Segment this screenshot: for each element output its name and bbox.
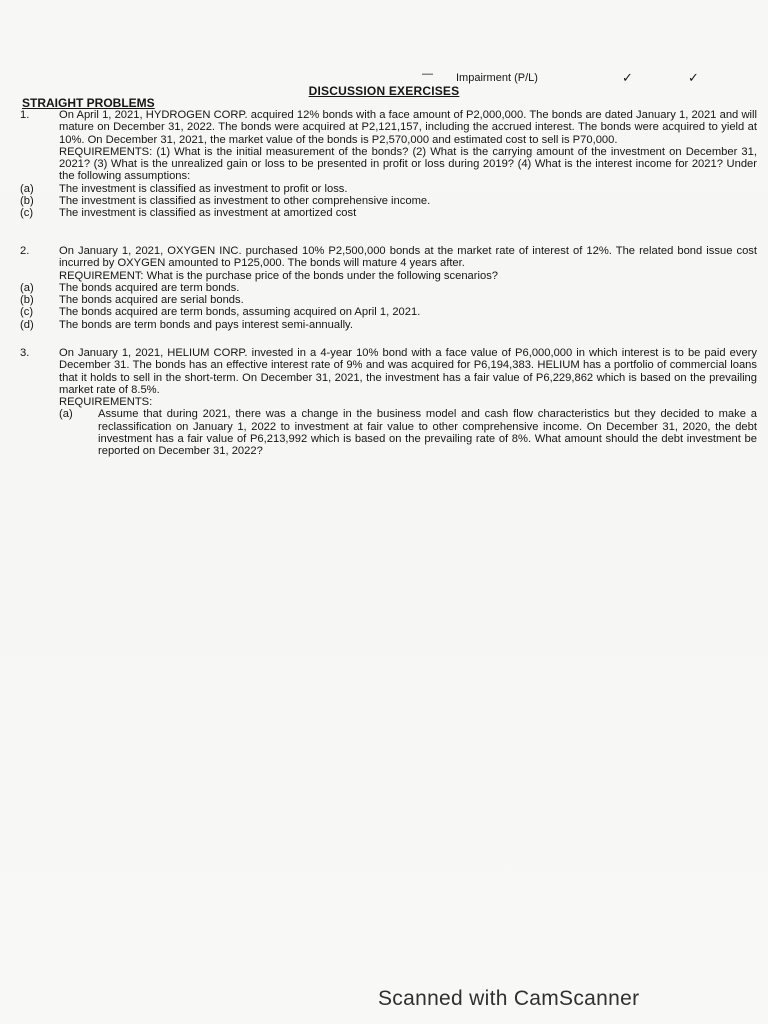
option-letter: (a) bbox=[20, 281, 34, 294]
option-item bbox=[59, 408, 757, 457]
problem-number: 2. bbox=[20, 245, 30, 257]
option-text: The investment is classified as investment to profit or loss. bbox=[59, 182, 348, 195]
option-text: The investment is classified as investment to other comprehensive income. bbox=[59, 195, 431, 208]
option-item bbox=[20, 207, 757, 220]
checkmark-icon: ✓ bbox=[688, 70, 699, 85]
option-item bbox=[20, 318, 757, 331]
problem-1 bbox=[20, 109, 757, 220]
page-title: DISCUSSION EXERCISES bbox=[308, 84, 460, 98]
option-item bbox=[20, 182, 757, 195]
problem-text: On January 1, 2021, HELIUM CORP. invested in a 4-year 10% bond with a face value of P6,000,000 in which interest is to be paid every December 31. The bonds has an effective interest rate of 9% and was acquired for P6,194,383. HELIUM has a portfolio of commercial loans that it holds to sell in the short-term. On December 31, 2021, the investment has a fair value of P6,229,862 which is based on the prevailing market rate of 8.5%. bbox=[59, 347, 757, 396]
option-text: The bonds are term bonds and pays interest semi-annually. bbox=[59, 318, 353, 331]
option-text: The bonds acquired are term bonds. bbox=[59, 281, 240, 294]
section-title: STRAIGHT PROBLEMS bbox=[22, 96, 155, 110]
option-letter: (c) bbox=[20, 207, 34, 220]
option-text: The bonds acquired are serial bonds. bbox=[59, 294, 244, 307]
option-item bbox=[20, 294, 757, 307]
problem-text: On April 1, 2021, HYDROGEN CORP. acquired 12% bonds with a face amount of P2,000,000. The bonds are dated January 1, 2021 and will mature on December 31, 2022. The bonds were acquired at P2,121,157, including the accrued interest. The bonds were acquired to yield at 10%. On December 31, 2021, the market value of the bonds is P2,570,000 and estimated cost to sell is P70,000. bbox=[59, 109, 757, 146]
checkmark-icon: ✓ bbox=[622, 70, 633, 85]
option-letter: (b) bbox=[20, 195, 34, 208]
problem-3 bbox=[20, 347, 757, 458]
problem-requirements: REQUIREMENTS: bbox=[59, 396, 153, 409]
problem-number: 3. bbox=[20, 347, 30, 359]
option-text: Assume that during 2021, there was a change in the business model and cash flow characteristics but they decided to make a reclassification on January 1, 2022 to investment at fair value to other comprehensive income. On December 31, 2020, the debt investment has a fair value of P6,213,992 which is based on the prevailing rate of 8%. What amount should the debt investment be reported on December 31, 2022? bbox=[98, 408, 757, 458]
handwritten-dash: — bbox=[422, 68, 433, 80]
problem-number: 1. bbox=[20, 109, 30, 121]
option-letter: (d) bbox=[20, 318, 34, 331]
option-item bbox=[20, 195, 757, 208]
problem-requirements: REQUIREMENTS: (1) What is the initial measurement of the bonds? (2) What is the carrying amount of the investment on December 31, 2021? (3) What is the unrealized gain or loss to be presented in profit or loss during 2019? (4) What is the interest income for 2021? Under the following assumptions: bbox=[59, 145, 757, 183]
option-list bbox=[20, 182, 757, 220]
option-item bbox=[20, 306, 757, 319]
problem-text: On January 1, 2021, OXYGEN INC. purchased 10% P2,500,000 bonds at the market rate of interest of 12%. The related bond issue cost incurred by OXYGEN amounted to P125,000. The bonds will mature 4 years after. bbox=[59, 245, 757, 270]
problem-requirements: REQUIREMENT: What is the purchase price of the bonds under the following scenarios? bbox=[59, 269, 499, 282]
camscanner-watermark: Scanned with CamScanner bbox=[378, 987, 640, 1010]
problem-2 bbox=[20, 245, 757, 331]
option-letter: (a) bbox=[59, 408, 73, 421]
option-letter: (b) bbox=[20, 294, 34, 307]
option-item bbox=[20, 281, 757, 294]
option-text: The bonds acquired are term bonds, assuming acquired on April 1, 2021. bbox=[59, 306, 421, 319]
option-letter: (c) bbox=[20, 306, 34, 319]
option-text: The investment is classified as investment at amortized cost bbox=[59, 207, 357, 220]
impairment-note: Impairment (P/L) bbox=[456, 72, 538, 84]
option-list bbox=[20, 281, 757, 331]
option-letter: (a) bbox=[20, 182, 34, 195]
